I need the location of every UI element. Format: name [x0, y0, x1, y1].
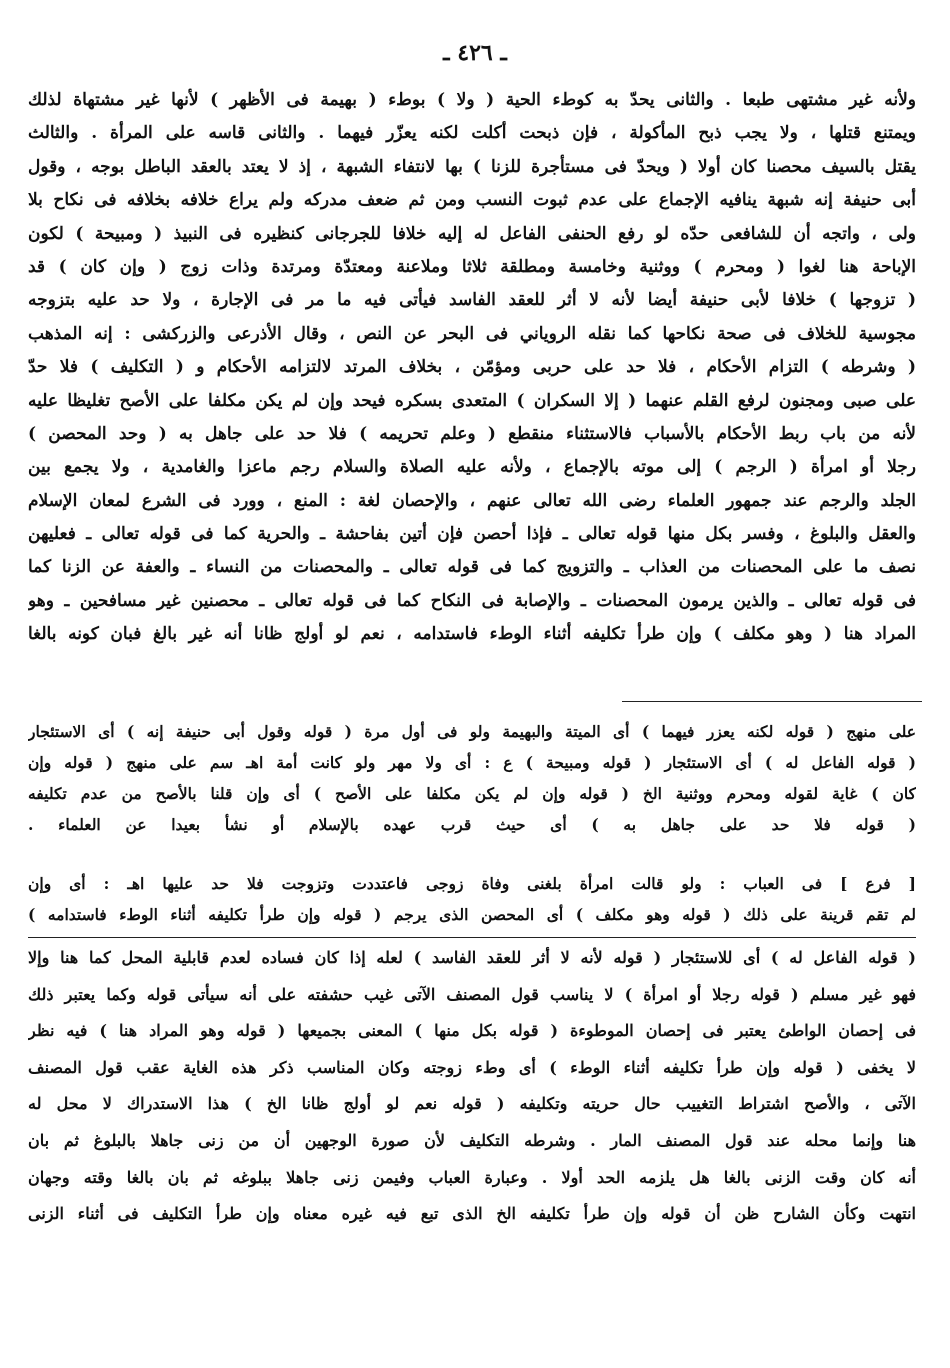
text-line: ( تزوجها ) خلافا لأبى حنيفة أيضا لأنه لا أثر للعقد الفاسد فيأتى فيه ما مر فى الإجارة ، ولا حد عليه بتزوجه	[28, 290, 916, 311]
note-line: الآتى ، والأصح اشتراط التغييب حال حريته وتكليفه ( قوله نعم لو أولج ظانا الخ ) هذا الاستدراك لا محل له	[28, 1094, 916, 1114]
footnote-line: على منهج ( قوله لكنه يعزر فيهما ) أى الميتة والبهيمة ولو فى أول مرة ( قوله وقول أبى حنيفة إنه ) أى الاستئجار	[28, 722, 916, 741]
text-line: لأنه من باب ربط الأحكام بالأسباب فالاستثناء منقطع ( وعلم تحريمه ) فلا حد على جاهل به ( وحد المحصن )	[28, 423, 916, 444]
footnote-line: ( قوله فلا حد على جاهل به ) أى حيث قرب عهده بالإسلام أو نشأ بعيدا عن العلماء .	[28, 815, 916, 834]
text-line: على صبى ومجنون لرفع القلم عنهما ( إلا السكران ) المتعدى بسكره فيحد وإن لم يكن مكلفا على الأصح تغليظا عليه	[28, 390, 916, 411]
footnote-commentary	[28, 716, 916, 840]
note-line: فى إحصان الواطئ يعتبر فى إحصان الموطوءة ( قوله بكل منها ) المعنى بجميعها ( قوله وهو المراد هنا ) فيه نظر	[28, 1021, 916, 1041]
text-line: ولى ، واتجه أن للشافعى حدّه لو رفع الحنفى الفاعل له إليه خلافا للجرجانى كنظيره فى النبيذ ( ومبيحة ) لكون	[28, 223, 916, 244]
footnote-line: لم تقم قرينة على ذلك ( قوله وهو مكلف ) أى المحصن الذى يرجم ( قوله وإن طرأ تكليفه أثناء الوطء فاستدامه )	[28, 905, 916, 924]
text-line: ويمتنع قتلها ، ولا يجب ذبح المأكولة ، فإن ذبحت أكلت لكنه يعزّر فيهما . والثانى قاسه على المرأة . والثالث	[28, 123, 916, 144]
text-line: ( وشرطه ) التزام الأحكام ، فلا حد على حربى ومؤمّن ، بخلاف المرتد لالتزامه الأحكام و ( التكليف ) فلا حدّ	[28, 357, 916, 378]
main-text	[28, 84, 916, 652]
text-line: رجلا أو امرأة ( الرجم ) إلى موته بالإجماع ، ولأنه عليه الصلاة والسلام رجم ماعزا والغامدية ، ولا يجمع بين	[28, 457, 916, 478]
note-line: ( قوله الفاعل له ) أى للاستئجار ( قوله لأنه لا أثر للعقد الفاسد ) لعله إذا كان فساده لعدم قابلية المحل كما هنا وإلا	[28, 948, 916, 967]
text-line: مجوسية للخلاف فى صحة نكاحها كما نقله الروياني فى البحر عن النص ، وقال الأذرعى والزركشى : إنه المذهب	[28, 323, 916, 344]
margin-notes-separator	[28, 937, 916, 938]
note-line: لا يخفى ( قوله وإن طرأ تكليفه أثناء الوطء ) أى وطء زوجته وكان المناسب ذكر هذه الغاية عقب قول المصنف	[28, 1057, 916, 1077]
text-line: نصف ما على المحصنات من العذاب ـ والتزويج كما فى قوله تعالى ـ والمحصنات من النساء ـ والعفة عن الزنا كما	[28, 557, 916, 578]
text-line: أبى حنيفة إنه شبهة ينافيه الإجماع على عدم ثبوت النسب ومن ثم ضعف مدركه ولم يراع خلافه بخلافه فى نكاح بلا	[28, 190, 916, 211]
text-line: الإباحة هنا لغوا ( ومحرم ) ووثنية وخامسة ومطلقة ثلاثا وملاعنة ومعتدّة ومرتدة وذات زوج ( وإن كان ) قد	[28, 256, 916, 277]
footnote-separator	[622, 701, 922, 702]
footnote-branch	[28, 868, 916, 930]
text-line: فى قوله تعالى ـ والذين يرمون المحصنات ـ والإصابة فى النكاح كما فى قوله تعالى ـ محصنين غير مسافحين ـ وهو	[28, 590, 916, 611]
text-line: ولأنه غير مشتهى طبعا . والثانى يحدّ به كوطء الحية ( ولا ) بوطء ( بهيمة فى الأظهر ) لأنها غير مشتهاة لذلك	[28, 90, 916, 110]
footnote-line: كان ) غاية لقوله ومحرم ووثنية الخ ( قوله وإن لم يكن مكلفا على الأصح ) أى وإن قلنا بالأصح من عدم تكليفه	[28, 784, 916, 803]
note-line: هنا وإنما محله عند قول المصنف المار . وشرطه التكليف لأن صورة الوجهين أن من زنى جاهلا بالبلوغ ثم بان	[28, 1130, 916, 1150]
text-line: المراد هنا ( وهو مكلف ) وإن طرأ تكليفه أثناء الوطء فاستدامه ، نعم لو أولج ظانا أنه غير بالغ فبان كونه بالغا	[28, 624, 916, 645]
text-line: الجلد والرجم عند جمهور العلماء رضى الله تعالى عنهم ، والإحصان لغة : المنع ، وورد فى الشرع لمعان الإسلام	[28, 490, 916, 511]
footnote-line: [ فرع ] فى العباب : ولو قالت امرأة بلغنى وفاة زوجى فاعتددت وتزوجت فلا حد عليها اهـ : أى وإن	[28, 874, 916, 893]
note-line: أنه كان وقت الزنى بالغا هل يلزمه الحد أولا . وعبارة العباب وفيمن زنى جاهلا ببلوغه ثم بان بالغا وقته وجهان	[28, 1167, 916, 1187]
text-line: يقتل بالسيف محصنا كان أولا ( ويحدّ فى مستأجرة للزنا ) بها لانتفاء الشبهة ، إذ لا يعتد بالعقد الباطل بوجه ، وقول	[28, 156, 916, 177]
note-line: انتهت وكأن الشارح ظن أن قوله وإن طرأ تكليفه الخ الذى تبع فيه غيره معناه وإن طرأ التكليف فى أثناء الزنى	[28, 1204, 916, 1224]
note-line: فهو غير مسلم ( قوله رجلا أو امرأة ) لا يناسب قول المصنف الآتى غيب حشفته على أنه سيأتى قوله وكما يعتبر ذلك	[28, 984, 916, 1004]
text-line: والعقل والبلوغ ، وفسر بكل منها قوله تعالى ـ فإذا أحصن فإن أتين بفاحشة ـ والحرية كما فى قوله تعالى ـ فعليهن	[28, 524, 916, 545]
footnote-line: ( قوله الفاعل له ) أى الاستئجار ( قوله ومبيحة ) ع : أى ولا مهر ولو كانت أمة اهـ سم على منهج ( قوله وإن	[28, 753, 916, 772]
page-number: ـ ٤٢٦ ـ	[443, 40, 507, 66]
margin-notes	[28, 940, 916, 1233]
